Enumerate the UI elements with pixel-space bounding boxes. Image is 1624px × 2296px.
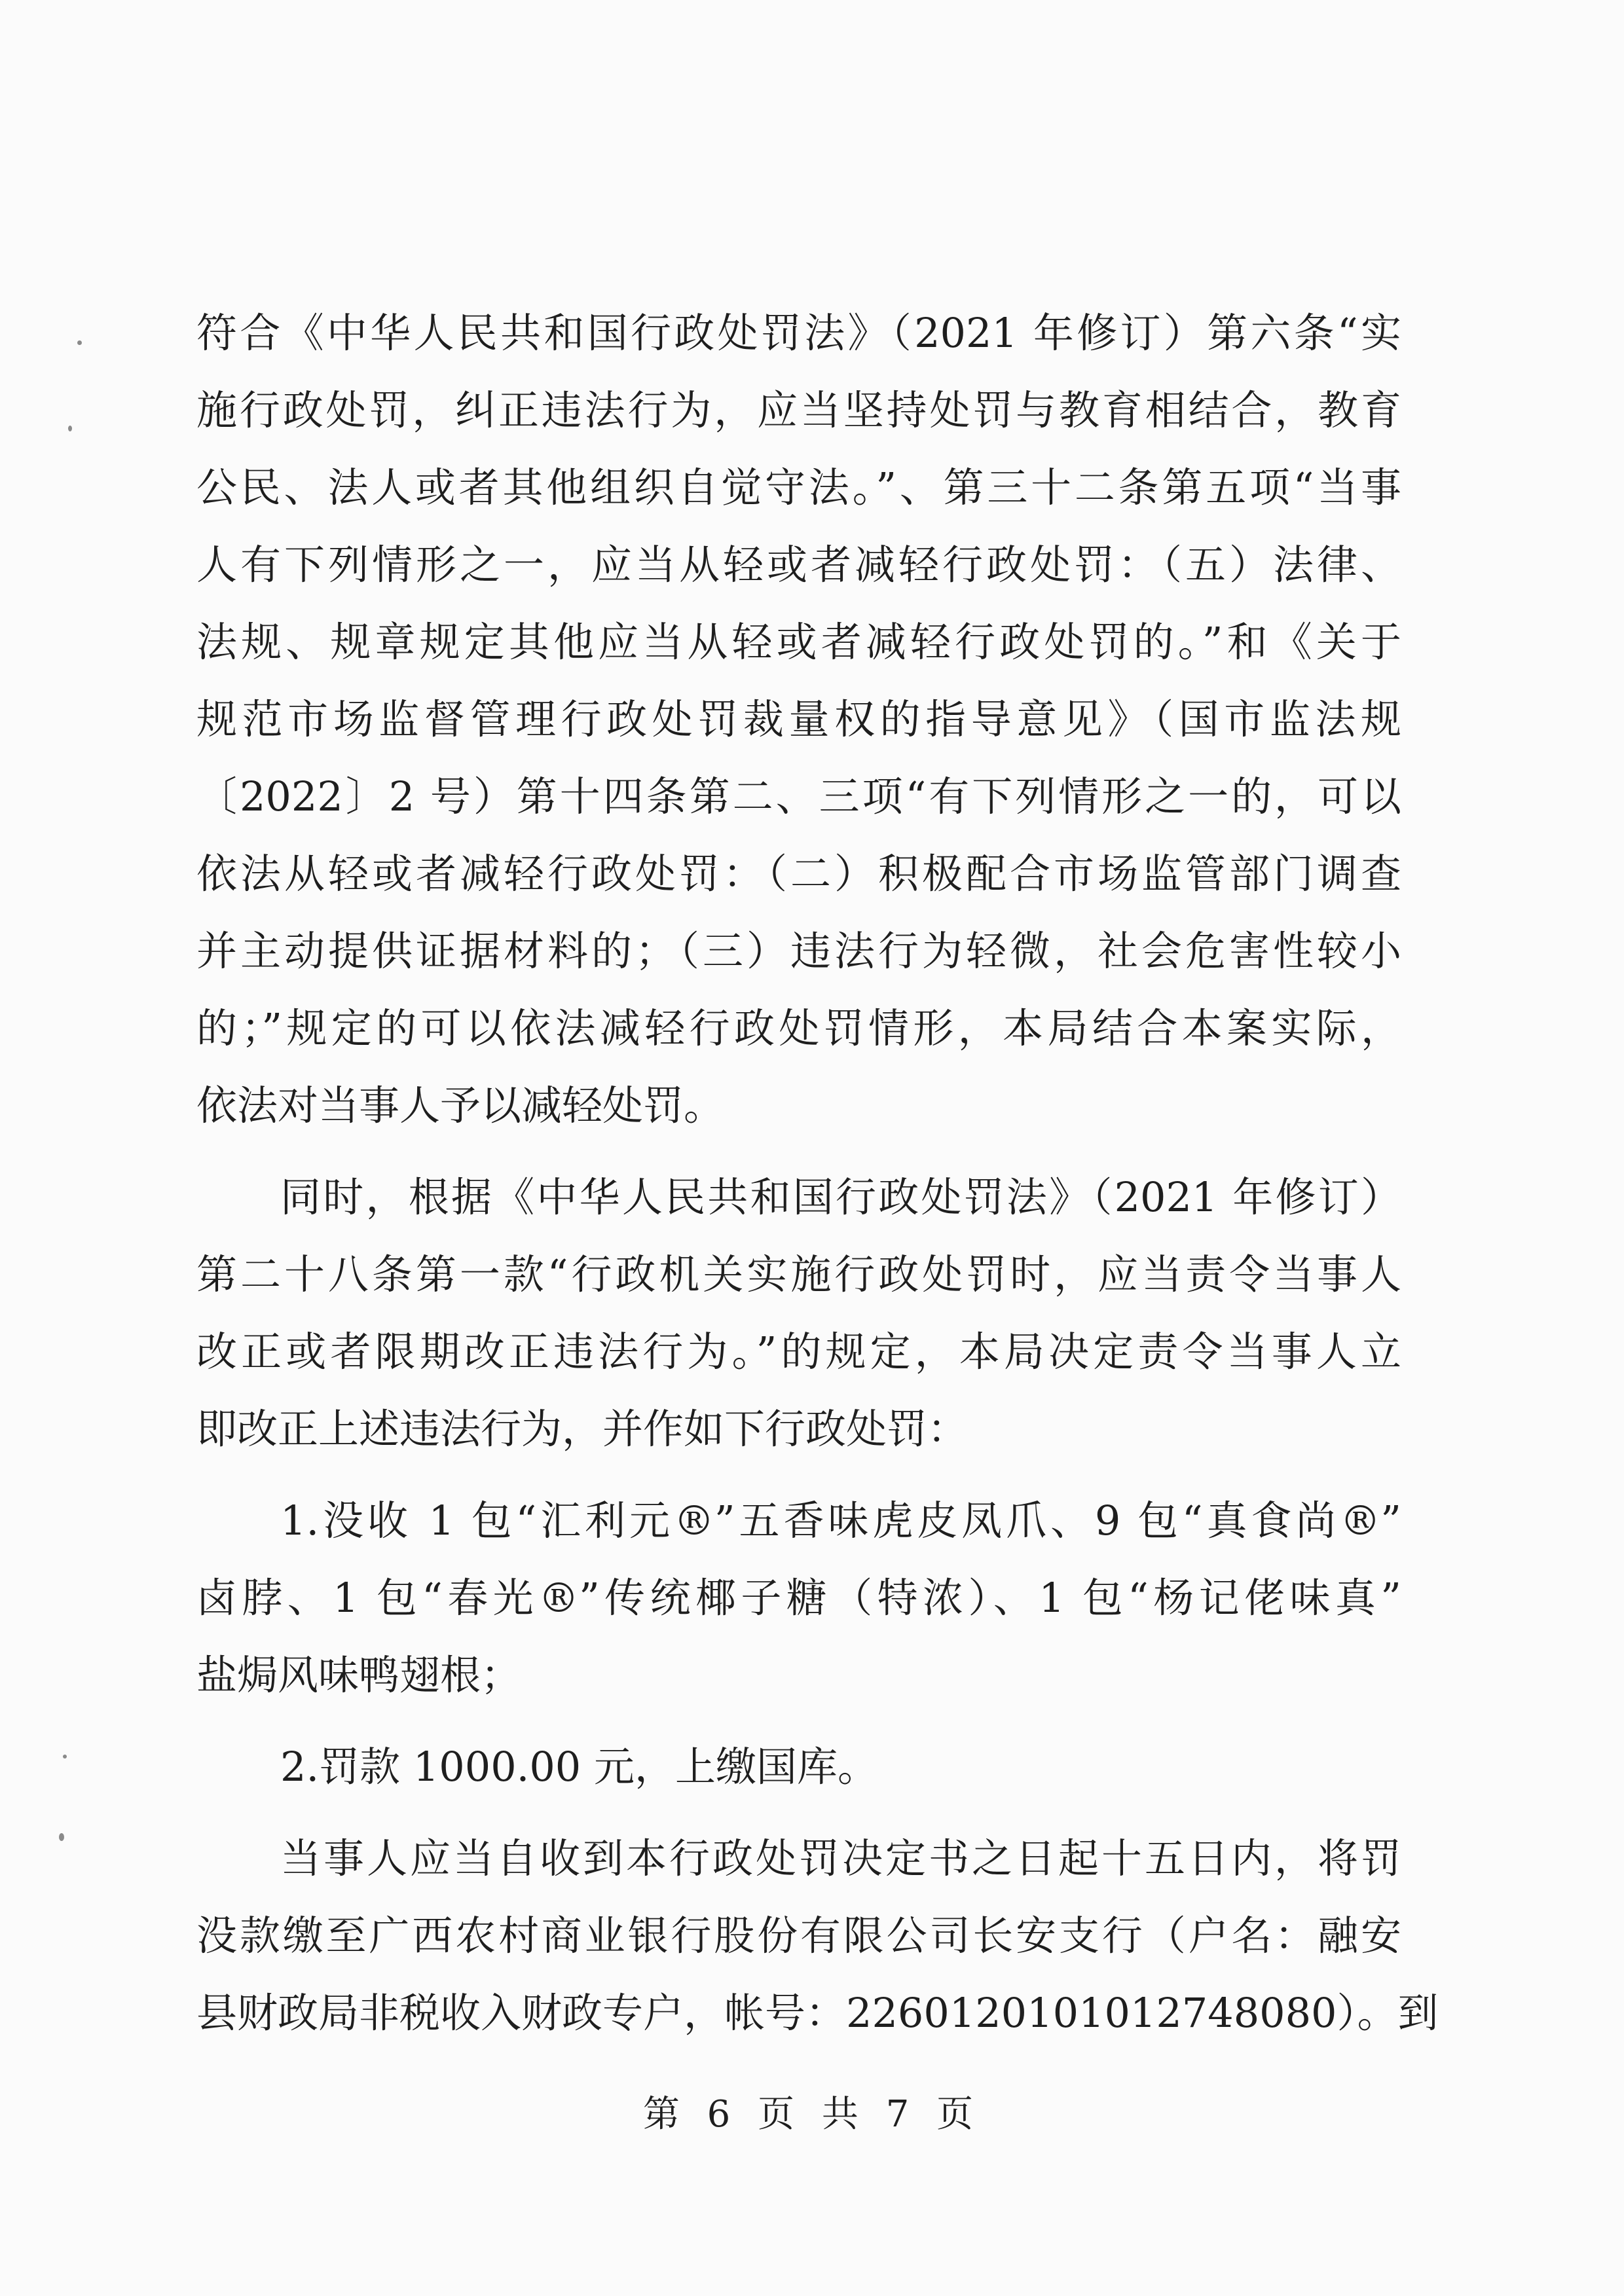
text-line: 县财政局非税收入财政专户，帐号：2260120101012748080）。到 <box>196 1989 1439 2037</box>
scan-speck <box>63 1755 67 1758</box>
paragraph-gap <box>196 1468 1401 1482</box>
text-line: 依法对当事人予以减轻处罚。 <box>196 1082 725 1129</box>
text-line: 即改正上述违法行为，并作如下行政处罚： <box>196 1405 969 1453</box>
paragraph-payment-instructions <box>196 1820 1439 2052</box>
scan-speck <box>59 1833 64 1841</box>
text-line: 规范市场监督管理行政处罚裁量权的指导意见》（国市监法规 <box>196 695 1401 743</box>
text-line: 施行政处罚，纠正违法行为，应当坚持处罚与教育相结合，教育 <box>196 386 1401 434</box>
text-line: 人有下列情形之一，应当从轻或者减轻行政处罚：（五）法律、 <box>196 541 1401 589</box>
paragraph-confiscation <box>196 1482 1401 1714</box>
paragraph-fine <box>196 1728 1401 1806</box>
document-body <box>196 295 1439 2052</box>
text-line: 盐焗风味鸭翅根； <box>196 1651 522 1699</box>
text-line: 1.没收 1 包“汇利元®”五香味虎皮凤爪、9 包“真食尚®” <box>280 1497 1401 1544</box>
text-line: 的；”规定的可以依法减轻行政处罚情形，本局结合本案实际， <box>196 1004 1401 1052</box>
paragraph-correction-order <box>196 1159 1401 1468</box>
text-line: 法规、规章规定其他应当从轻或者减轻行政处罚的。”和《关于 <box>196 618 1401 666</box>
paragraph-mitigation-basis <box>196 295 1401 1144</box>
text-line: 依法从轻或者减轻行政处罚：（二）积极配合市场监管部门调查 <box>196 850 1401 898</box>
scan-speck <box>68 426 72 431</box>
text-line: 没款缴至广西农村商业银行股份有限公司长安支行（户名：融安 <box>196 1912 1401 1959</box>
text-line: 卤脖、1 包“春光®”传统椰子糖（特浓）、1 包“杨记佬味真” <box>196 1574 1401 1622</box>
scan-speck <box>77 340 82 345</box>
paragraph-gap <box>196 1144 1401 1159</box>
text-line: 2.罚款 1000.00 元，上缴国库。 <box>280 1743 878 1791</box>
paragraph-gap <box>196 1714 1401 1728</box>
paragraph-gap <box>196 1806 1401 1820</box>
text-line: 并主动提供证据材料的；（三）违法行为轻微，社会危害性较小 <box>196 927 1401 975</box>
text-line: 改正或者限期改正违法行为。”的规定，本局决定责令当事人立 <box>196 1328 1401 1376</box>
text-line: 当事人应当自收到本行政处罚决定书之日起十五日内，将罚 <box>280 1834 1401 1882</box>
text-line: 第二十八条第一款“行政机关实施行政处罚时，应当责令当事人 <box>196 1250 1401 1298</box>
text-line: 〔2022〕2 号）第十四条第二、三项“有下列情形之一的，可以 <box>196 773 1401 820</box>
text-line: 公民、法人或者其他组织自觉守法。”、第三十二条第五项“当事 <box>196 464 1401 511</box>
page-number-footer: 第 6 页 共 7 页 <box>642 2093 982 2136</box>
text-line: 符合《中华人民共和国行政处罚法》（2021 年修订）第六条“实 <box>196 309 1401 357</box>
text-line: 同时，根据《中华人民共和国行政处罚法》（2021 年修订） <box>280 1173 1401 1221</box>
